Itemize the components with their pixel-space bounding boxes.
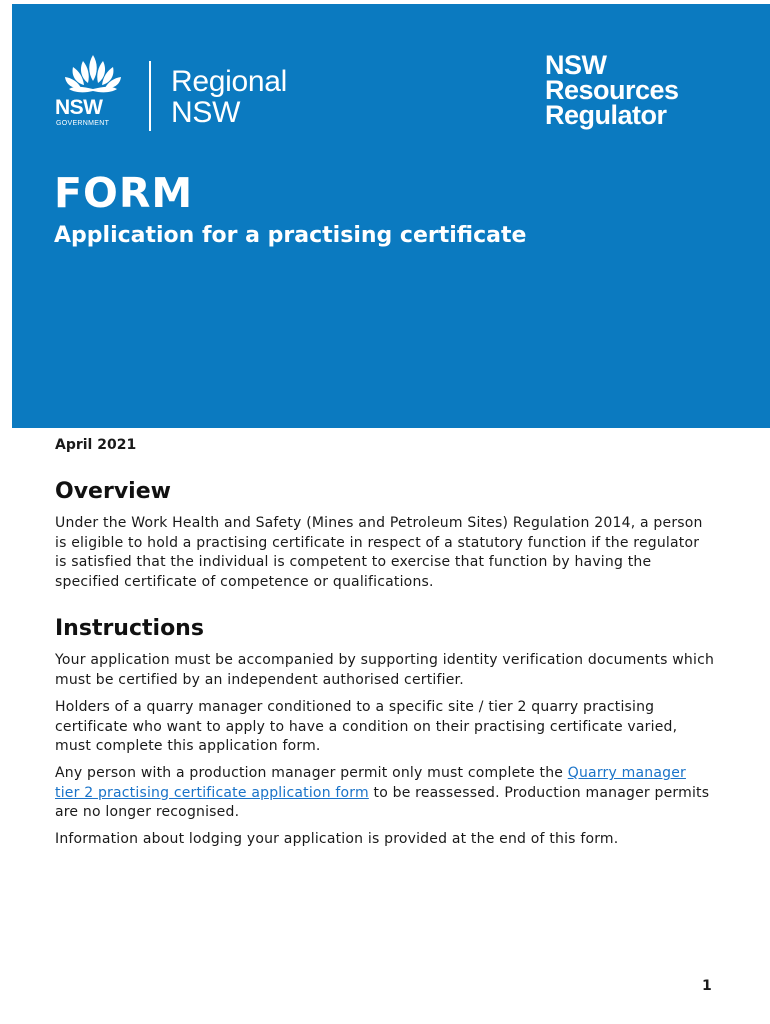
overview-heading: Overview <box>55 479 171 504</box>
instructions-paragraph-1: Your application must be accompanied by supporting identity verification documents which must be certified by an independent authorised certifier. <box>55 652 715 688</box>
p3-text-before: Any person with a production manager permit only must complete the <box>55 765 568 781</box>
regulator-line-1: NSW <box>545 50 607 80</box>
nsw-government-text: GOVERNMENT <box>56 120 110 127</box>
page-number: 1 <box>702 978 712 994</box>
resources-regulator-logo <box>545 50 679 130</box>
regional-line-2: NSW <box>171 96 241 129</box>
instructions-heading: Instructions <box>55 616 204 641</box>
form-subtitle: Application for a practising certificate <box>54 223 527 248</box>
logo-divider <box>149 61 151 131</box>
regulator-line-3: Regulator <box>545 100 667 130</box>
regional-nsw-logo <box>171 66 287 128</box>
quarry-manager-form-link[interactable]: Quarry manager tier 2 practising certificate application form <box>55 765 686 801</box>
header-banner <box>12 4 770 428</box>
regulator-line-2: Resources <box>545 75 679 105</box>
publication-date: April 2021 <box>55 437 137 453</box>
overview-paragraph: Under the Work Health and Safety (Mines and Petroleum Sites) Regulation 2014, a person is eligible to hold a practising certificate in respect of a statutory function if the regulator is satisfied that the individual is competent to exercise that function by having the specified certificate of competence or qualifications. <box>55 515 703 590</box>
regional-line-1: Regional <box>171 65 288 98</box>
instructions-paragraph-2: Holders of a quarry manager conditioned to a specific site / tier 2 quarry practising certificate who want to apply to have a condition on their practising certificate varied, must complete this application form. <box>55 699 678 754</box>
nsw-logo-text: NSW <box>55 96 103 119</box>
p3-text-after: to be reassessed. Production manager permits are no longer recognised. <box>55 784 710 820</box>
instructions-paragraph-3 <box>55 764 715 823</box>
form-title: FORM <box>54 169 194 217</box>
instructions-paragraph-4: Information about lodging your application is provided at the end of this form. <box>55 831 619 847</box>
